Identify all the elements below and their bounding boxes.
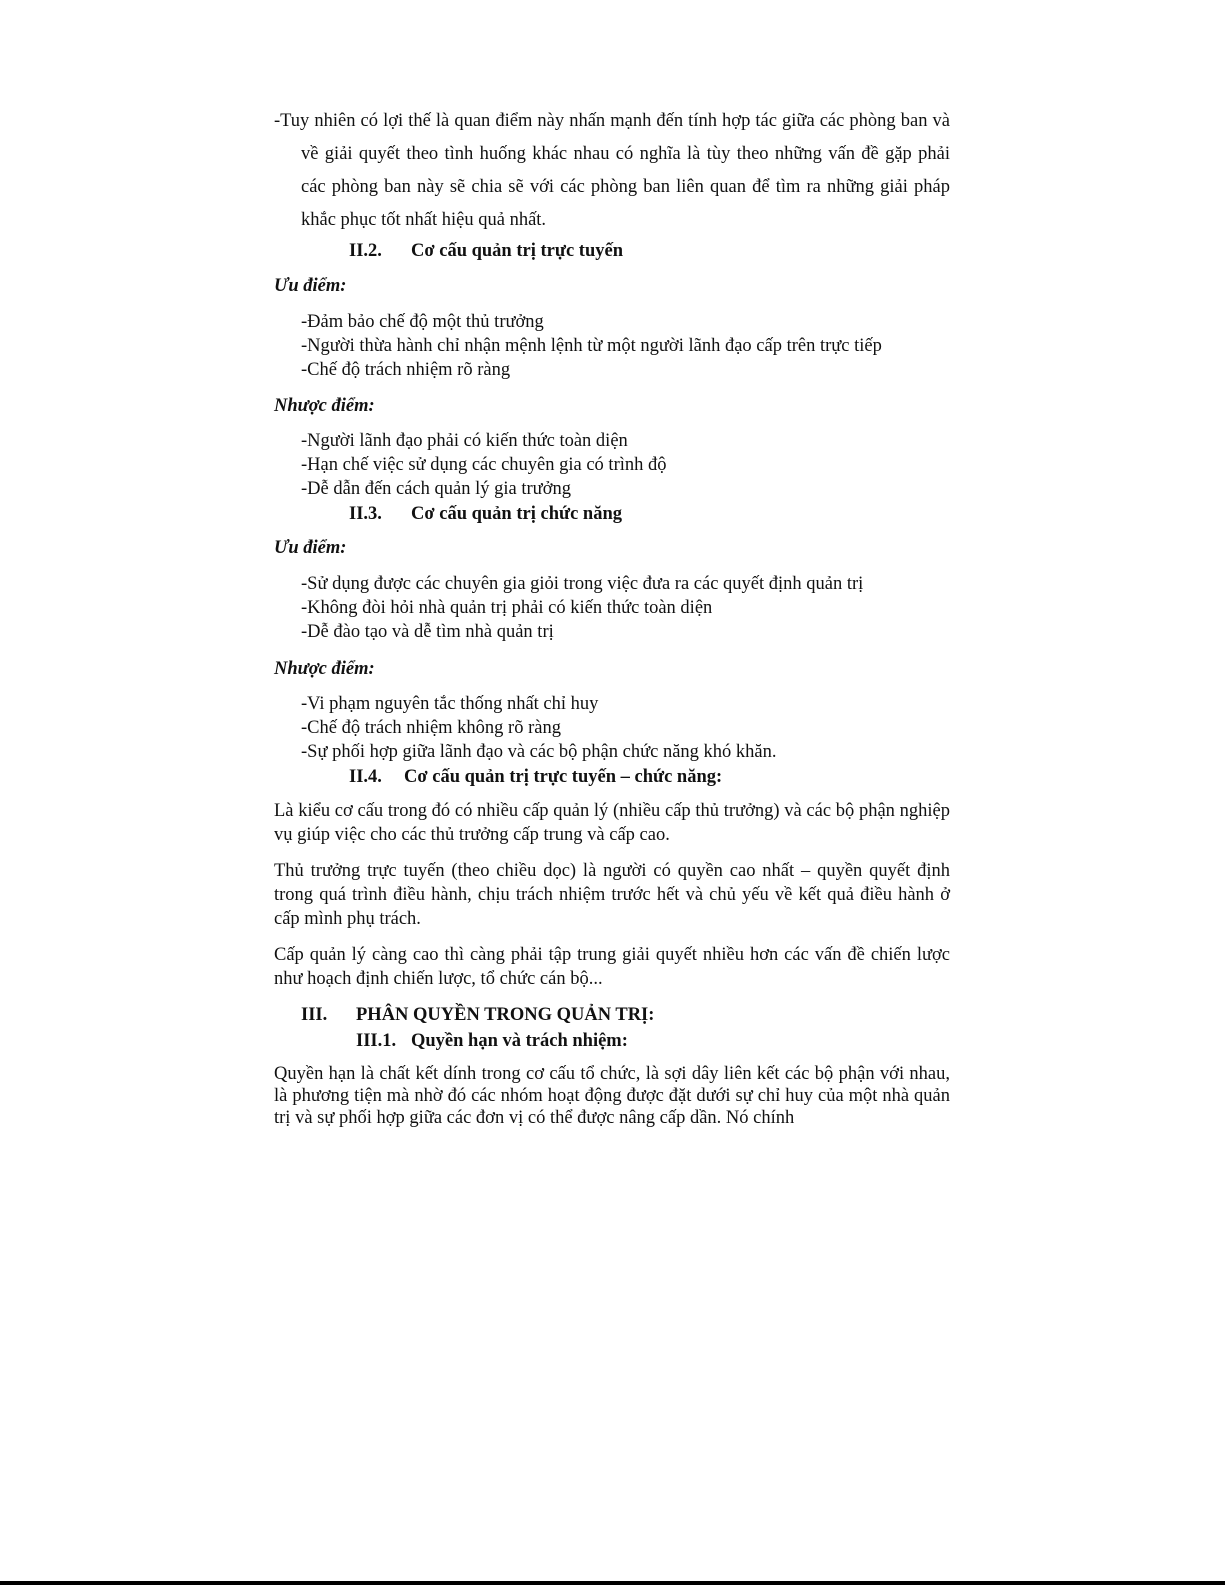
advantages-label: Ưu điểm: (274, 276, 347, 296)
section-number: II.3. (349, 504, 382, 524)
list-item: -Chế độ trách nhiệm không rõ ràng (301, 718, 561, 738)
chapter-number: III. (301, 1005, 328, 1025)
advantages-label: Ưu điểm: (274, 538, 347, 558)
body-paragraph: Là kiểu cơ cấu trong đó có nhiều cấp quản lý (nhiều cấp thủ trưởng) và các bộ phận nghiệp vụ giúp việc cho các thủ trưởng cấp trung và cấp cao. (274, 801, 950, 845)
section-number: II.2. (349, 241, 382, 261)
disadvantages-list (274, 429, 950, 501)
section-title: Cơ cấu quản trị chức năng (411, 504, 622, 524)
section-heading-2-4 (274, 764, 950, 790)
advantages-list (274, 310, 950, 382)
page-bottom-border (0, 1581, 1225, 1585)
intro-paragraph: -Tuy nhiên có lợi thế là quan điểm này nhấn mạnh đến tính hợp tác giữa các phòng ban và về giải quyết theo tình huống khác nhau có nghĩa là tùy theo những vấn đề gặp phải các phòng ban này sẽ chia sẽ với các phòng ban liên quan để tìm ra những giải pháp khắc phục tốt nhất hiệu quả nhất. (274, 111, 950, 230)
section-heading-2-3 (274, 501, 950, 527)
advantages-list (274, 572, 950, 644)
list-item: -Người lãnh đạo phải có kiến thức toàn diện (301, 431, 628, 451)
list-item: -Sử dụng được các chuyên gia giỏi trong việc đưa ra các quyết định quản trị (301, 574, 864, 594)
list-item: -Người thừa hành chỉ nhận mệnh lệnh từ một người lãnh đạo cấp trên trực tiếp (301, 336, 882, 356)
section-title: Cơ cấu quản trị trực tuyến (411, 241, 623, 261)
section-title: Cơ cấu quản trị trực tuyến – chức năng: (404, 767, 723, 787)
section-number: III.1. (356, 1031, 397, 1051)
section-number: II.4. (349, 767, 382, 787)
body-paragraph: Thủ trưởng trực tuyến (theo chiều dọc) là người có quyền cao nhất – quyền quyết định trong quá trình điều hành, chịu trách nhiệm trước hết và chủ yếu về kết quả điều hành ở cấp mình phụ trách. (274, 861, 950, 929)
list-item: -Chế độ trách nhiệm rõ ràng (301, 360, 511, 380)
chapter-heading-3 (274, 1002, 950, 1028)
list-item: -Đảm bảo chế độ một thủ trưởng (301, 312, 544, 332)
list-item: -Hạn chế việc sử dụng các chuyên gia có trình độ (301, 455, 667, 475)
body-paragraph: Quyền hạn là chất kết dính trong cơ cấu tổ chức, là sợi dây liên kết các bộ phận với nhau, là phương tiện mà nhờ đó các nhóm hoạt động được đặt dưới sự chỉ huy của một nhà quản trị và sự phối hợp giữa các đơn vị có thể được nâng cấp dần. Nó chính (274, 1064, 950, 1128)
list-item: -Dễ đào tạo và dễ tìm nhà quản trị (301, 622, 554, 642)
chapter-title: PHÂN QUYỀN TRONG QUẢN TRỊ: (356, 1005, 655, 1025)
document-body (274, 105, 950, 1129)
section-heading-2-2 (274, 238, 950, 264)
disadvantages-list (274, 692, 950, 764)
disadvantages-label: Nhược điểm: (274, 396, 375, 416)
list-item: -Vi phạm nguyên tắc thống nhất chỉ huy (301, 694, 599, 714)
body-paragraph: Cấp quản lý càng cao thì càng phải tập trung giải quyết nhiều hơn các vấn đề chiến lược như hoạch định chiến lược, tổ chức cán bộ... (274, 945, 950, 989)
section-heading-3-1 (274, 1028, 950, 1054)
list-item: -Sự phối hợp giữa lãnh đạo và các bộ phận chức năng khó khăn. (301, 742, 777, 762)
list-item: -Không đòi hỏi nhà quản trị phải có kiến thức toàn diện (301, 598, 713, 618)
disadvantages-label: Nhược điểm: (274, 659, 375, 679)
section-title: Quyền hạn và trách nhiệm: (411, 1031, 628, 1051)
list-item: -Dễ dẫn đến cách quản lý gia trưởng (301, 479, 571, 499)
